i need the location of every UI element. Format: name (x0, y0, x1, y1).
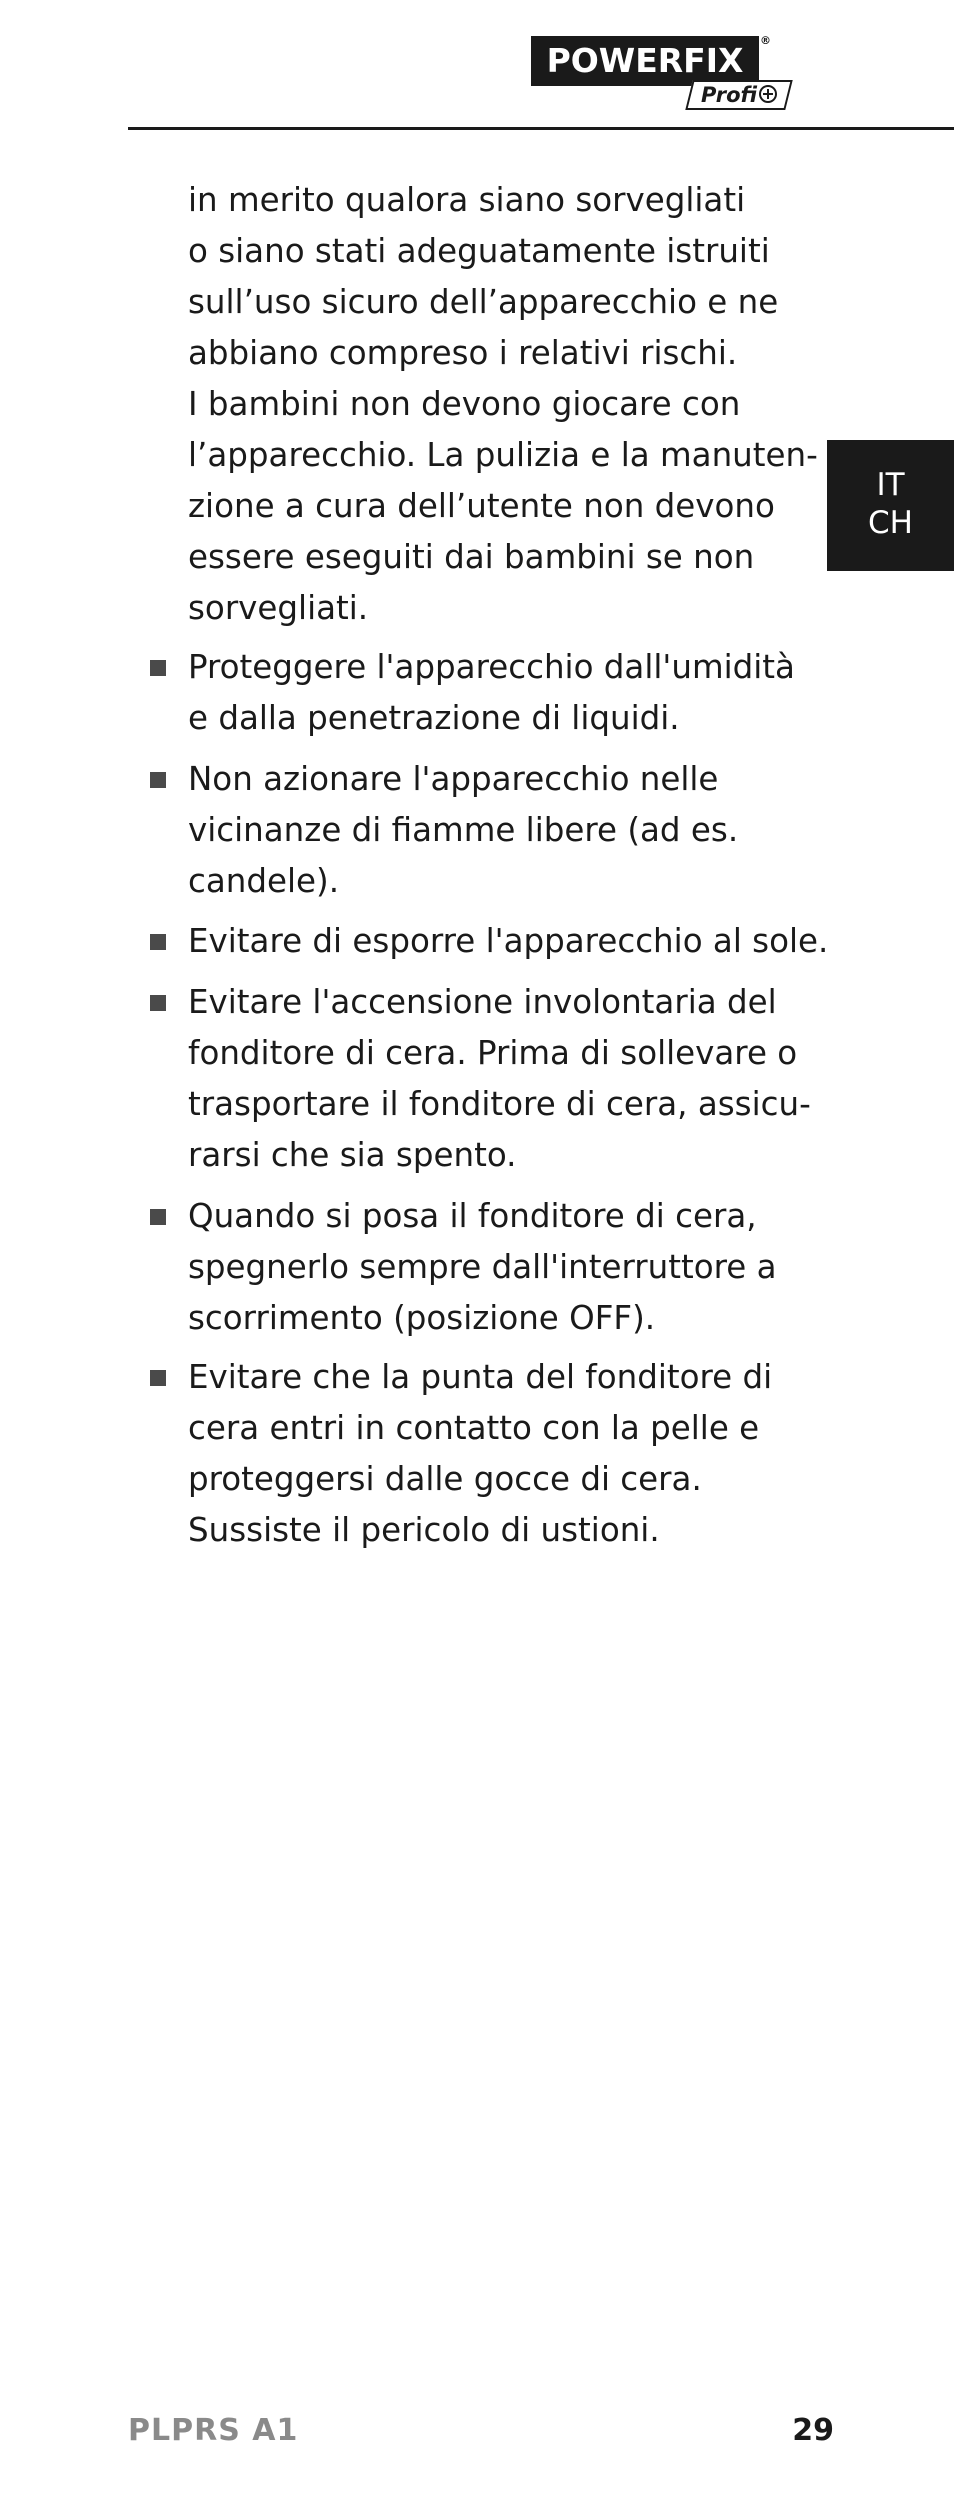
bullet-square-icon (150, 995, 166, 1011)
list-item (188, 977, 811, 1181)
text-line: sull’uso sicuro dell’apparecchio e ne (188, 283, 779, 321)
text-line: Evitare l'accensione involontaria del (188, 983, 777, 1021)
list-item (188, 1191, 777, 1344)
page-number: 29 (792, 2413, 834, 2448)
text-line: l’apparecchio. La pulizia e la manuten- (188, 436, 818, 474)
text-line: I bambini non devono giocare con (188, 385, 741, 423)
header-divider (128, 127, 954, 130)
text-line: Non azionare l'apparecchio nelle (188, 760, 719, 798)
text-line: in merito qualora siano sorvegliati (188, 181, 746, 219)
brand-name: POWERFIX (531, 36, 759, 86)
text-line: fonditore di cera. Prima di sollevare o (188, 1034, 798, 1072)
text-line: candele). (188, 862, 340, 900)
text-line: o siano stati adeguatamente istruiti (188, 232, 770, 270)
text-line: Sussiste il pericolo di ustioni. (188, 1511, 660, 1549)
text-line: trasportare il fonditore di cera, assicu- (188, 1085, 811, 1123)
bullet-square-icon (150, 660, 166, 676)
text-line: rarsi che sia spento. (188, 1136, 517, 1174)
bullet-square-icon (150, 772, 166, 788)
text-line: spegnerlo sempre dall'interruttore a (188, 1248, 777, 1286)
list-item (188, 916, 828, 967)
text-line: scorrimento (posizione OFF). (188, 1299, 656, 1337)
list-item (188, 754, 738, 907)
text-line: Evitare di esporre l'apparecchio al sole. (188, 922, 829, 960)
bullet-square-icon (150, 934, 166, 950)
language-code: IT (876, 467, 905, 503)
text-line: zione a cura dell’utente non devono (188, 487, 775, 525)
list-item (188, 1352, 772, 1556)
sub-brand (701, 81, 777, 109)
text-line: sorvegliati. (188, 589, 369, 627)
language-tab (827, 440, 954, 571)
text-line: Quando si posa il fonditore di cera, (188, 1197, 757, 1235)
intro-paragraph (188, 175, 818, 634)
text-line: vicinanze di fiamme libere (ad es. (188, 811, 739, 849)
brand-logo (531, 36, 803, 114)
list-item (188, 642, 795, 744)
plus-circle-icon (759, 85, 777, 103)
text-line: Proteggere l'apparecchio dall'umidità (188, 648, 795, 686)
country-code: CH (868, 505, 913, 541)
registered-mark: ® (760, 34, 771, 47)
text-line: essere eseguiti dai bambini se non (188, 538, 755, 576)
text-line: e dalla penetrazione di liquidi. (188, 699, 680, 737)
text-line: Evitare che la punta del fonditore di (188, 1358, 773, 1396)
bullet-square-icon (150, 1209, 166, 1225)
text-line: cera entri in contatto con la pelle e (188, 1409, 760, 1447)
text-line: abbiano compreso i relativi rischi. (188, 334, 738, 372)
model-number: PLPRS A1 (128, 2413, 299, 2448)
bullet-square-icon (150, 1370, 166, 1386)
sub-brand-label: Profi (701, 83, 758, 107)
text-line: proteggersi dalle gocce di cera. (188, 1460, 702, 1498)
